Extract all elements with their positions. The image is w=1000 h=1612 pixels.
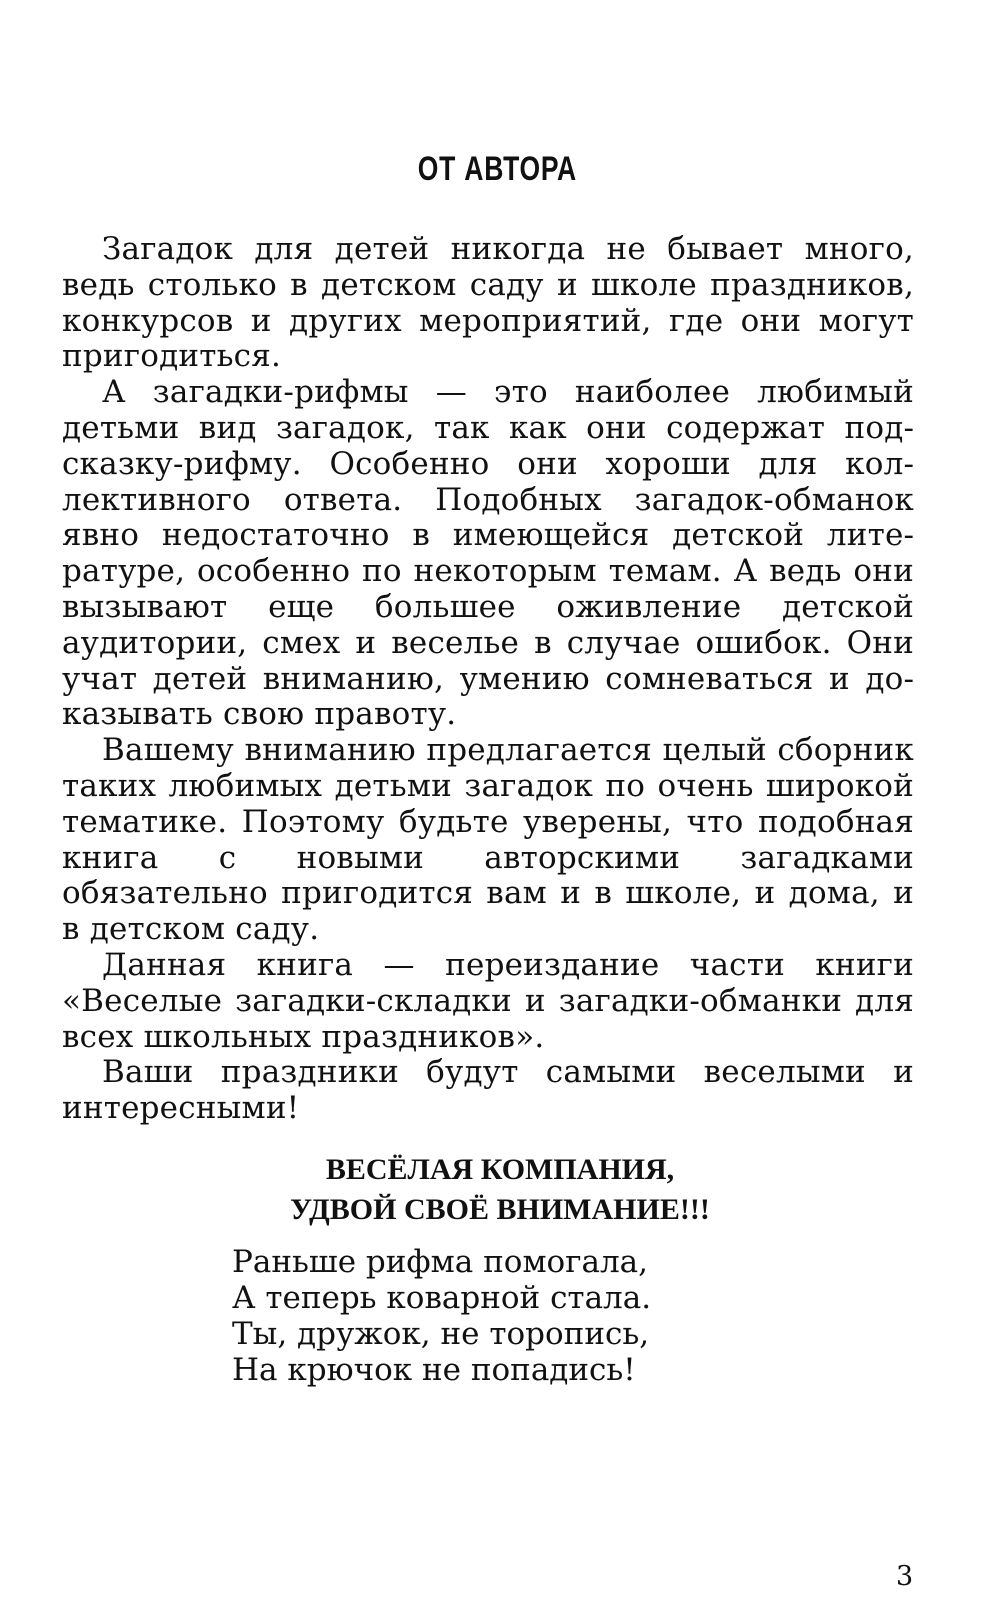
paragraph: Данная книга — переиздание части книги «Веселые загадки-складки и загадки-обманки для всех школьных праздников». xyxy=(62,946,914,1055)
section-subheading xyxy=(0,1150,1000,1230)
paragraph: Загадок для детей никогда не бывает много, ведь столько в детском саду и школе праздников, конкурсов и других мероприятий, где они могут пригодиться. xyxy=(62,231,914,375)
chapter-heading: ОТ АВТОРА xyxy=(417,150,577,188)
poem-line: А теперь коварной стала. xyxy=(232,1280,652,1316)
poem-line: Раньше рифма помогала, xyxy=(232,1244,648,1280)
subheading-line: УДВОЙ СВОЁ ВНИМАНИЕ!!! xyxy=(290,1193,710,1226)
body-text xyxy=(62,232,914,1127)
poem-line: На крючок не попадись! xyxy=(232,1352,636,1388)
paragraph: А загадки-рифмы — это наиболее любимый детьми вид загадок, так как они содержат подсказку-рифму. Особенно они хороши для коллективного ответа. Подобных загадок-обманок явно недостаточно в имеющейся детской литературе, особенно по некоторым темам. А ведь они вызывают еще большее оживление детской аудитории, смех и веселье в случае ошибок. Они учат детей вниманию, умению сомневаться и доказывать свою правоту. xyxy=(62,374,914,733)
page-number: 3 xyxy=(896,1561,914,1592)
subheading-line: ВЕСЁЛАЯ КОМПАНИЯ, xyxy=(325,1153,675,1186)
paragraph: Ваши праздники будут самыми веселыми и интересными! xyxy=(62,1054,914,1127)
poem xyxy=(232,1244,651,1388)
paragraph: Вашему вниманию предлагается целый сборник таких любимых детьми загадок по очень широкой тематике. Поэтому будьте уверены, что подобная книга с новыми авторскими загадками обязательно пригодится вам и в школе, и дома, и в детском саду. xyxy=(62,732,914,948)
poem-line: Ты, дружок, не торопись, xyxy=(232,1316,650,1352)
